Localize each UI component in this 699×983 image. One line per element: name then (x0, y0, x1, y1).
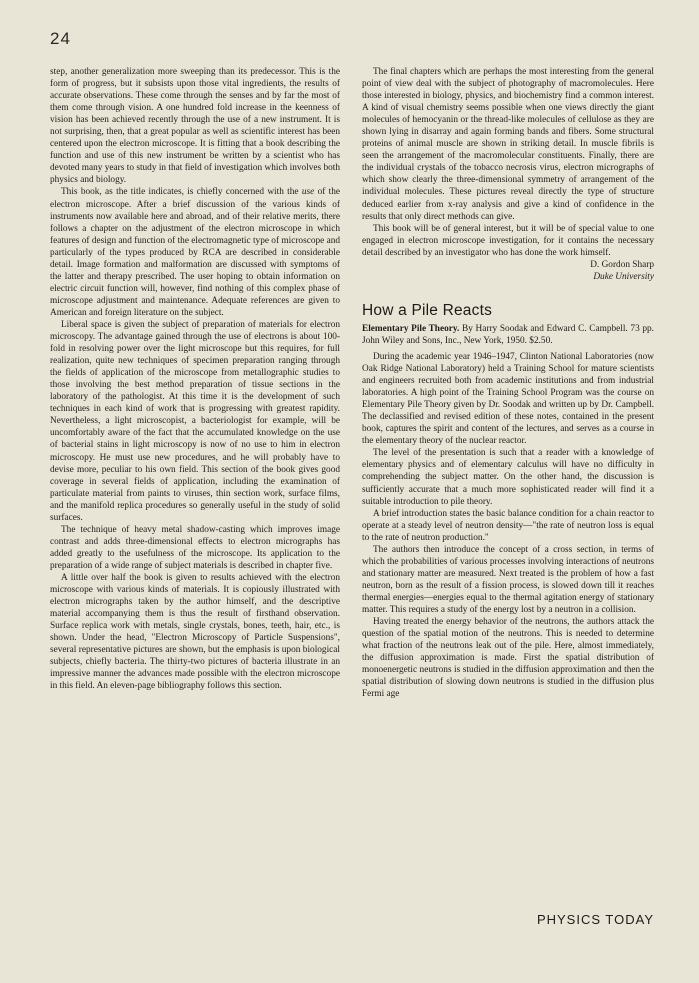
journal-footer: PHYSICS TODAY (536, 912, 654, 927)
paragraph: A brief introduction states the basic balance condition for a chain reactor to operate at a steady level of neutron density—"the rate of neutron loss is equal to the rate of neutron production." (362, 508, 654, 543)
paragraph: The final chapters which are perhaps the most interesting from the general point of view deal with the subject of photography of macromolecules. Here those interested in biology, physics, and biochemistry find a common interest. A kind of visual chemistry seems possible when one views directly the giant molecules of hemocyanin or the thread-like molecules of cellulose as they are shown lying in disarray and again forming bands and fibers. Some structural proteins of animal muscle are shown in striking detail. In muscle fibrils is seen the arrangement of the macromolecular constituents. Finally, there are the individual crystals of the tobacco necrosis virus, electron micrographs of which show clearly the three-dimensional symmetry of arrangement of the individual molecules. These pictures reveal directly the type of structure deduced earlier from x-ray analysis and give a kind of confidence in the results that only direct methods can give. (362, 67, 654, 222)
paragraph: step, another generalization more sweeping than its predecessor. This is the form of progress, but it subsists upon those vital ingredients, the results of accurate observations. These come through the senses and by far the most of them come through vision. A one hundred fold increase in the keenness of vision has been achieved recently through the use of a new instrument. It is not surprising, then, that a great popular as well as scientific interest has been centered upon the electron microscope. It is fitting that a book describing the function and use of this new instrument be written by a scientist who has devoted many years to study in that field of investigation which involves both physics and biology. (50, 67, 340, 186)
paragraph: Having treated the energy behavior of the neutrons, the authors attack the question of the spatial motion of the neutrons. This is needed to determine what fraction of the neutrons leak out of the pile. Here, almost immediately, the diffusion approximation is made. First the spatial distribution of monoenergetic neutrons is studied in the diffusion approximation and then the spatial distribution of slowing down neutrons is studied in the diffusion plus Fermi age (362, 617, 654, 700)
emphasis-text: use (301, 187, 315, 198)
text-run: This book, as the title indicates, is chiefly concerned with the (61, 187, 302, 198)
page-number: 24 (50, 29, 71, 48)
paragraph: The authors then introduce the concept of a cross section, in terms of which the probabilities of various processes involving interactions of neutrons and stationary matter are measured. Next treated is the problem of how a fast neutron, born as the result of a fission process, is slowed down till it reaches thermal energies—energies equal to the thermal agitation energy of stationary matter. This requires a study of the energy lost by a neutron in a collision. (362, 544, 654, 615)
right-column (362, 66, 654, 700)
book-details: By Harry Soodak and Edward C. Campbell. 73 pp. John Wiley and Sons, Inc., New York, 1950. $2.50. (362, 323, 655, 346)
book-title: Elementary Pile Theory. (362, 323, 460, 334)
paragraph: A little over half the book is given to results achieved with the electron microscope with various kinds of materials. It is copiously illustrated with electron micrographs taken by the author himself, and the descriptive material accompanying them is thus the result of firsthand observation. Surface replica work with metals, single crystals, bones, teeth, hair, etc., is shown. Under the head, "Electron Microscopy of Particle Suspensions", several representative pictures are shown, but the emphasis is upon biological subjects, chiefly bacteria. The thirty-two pictures of bacteria illustrate in an impressive manner the advances made possible with the electron microscope in this field. An eleven-page bibliography follows this section. (50, 572, 340, 692)
paragraph: This book will be of general interest, but it will be of special value to one engaged in electron microscope investigation, for it contains the necessary detail described by an investigator who has done the work himself. (362, 223, 654, 258)
reviewer-affiliation: Duke University (593, 271, 654, 282)
paragraph: During the academic year 1946–1947, Clinton National Laboratories (now Oak Ridge National Laboratory) held a Training School for mature scientists and engineers recruited both from academic institutions and from industrial laboratories. A high point of the Training School Program was the course on Elementary Pile Theory given by Dr. Soodak and written up by Dr. Campbell. The declassified and revised edition of these notes, contained in the present book, captures the spirit and content of the lectures, and serves as a course in the elementary theory of the nuclear reactor. (362, 351, 654, 447)
text-run: of the electron microscope. After a brief discussion of the various kinds of instruments now available here and abroad, and of their relative merits, there follows a chapter on the adjustment of the electron microscope in which features of design and function of the electromagnetic type of microscope and particularly of the types produced by RCA are described in considerable detail. Image formation and malformation are discussed with symptoms of the latter and therapy prescribed. The user hoping to obtain information on electric circuit function will, however, find nothing of this complex phase of microscope adjustment and maintenance. Adequate references are given to American and foreign literature on the subject. (50, 187, 340, 318)
paragraph: The level of the presentation is such that a reader with a knowledge of elementary physics and of elementary calculus will have no difficulty in comprehending the subject matter. On the other hand, the discussion is sufficiently accurate that a much more sophisticated reader will find it a suitable introduction to pile theory. (362, 448, 654, 507)
section-title: How a Pile Reacts (362, 301, 493, 319)
reviewer-name: D. Gordon Sharp (590, 259, 654, 270)
paragraph: Liberal space is given the subject of preparation of materials for electron microscopy. The advantage gained through the use of electrons is about 100-fold in resolving power over the light microscope but this requires, for full realization, quite new techniques of specimen preparation ranging through the fields of application of the microscope from metallographic studies to those involving the best method preparation of tissue sections in the laboratory of the pathologist. At this time it is the development of such techniques in each kind of work that is progressing with greatest rapidity. Nevertheless, a light microscopist, a bacteriologist for example, will be uncomfortably aware of the fact that the accumulated knowledge on the use of bacterial stains in light microscopy is now of no use to him in electron microscopy. He must use new procedures, and he will probably have to devise more, peculiar to his own field. This section of the book gives good coverage in several fields of application, including the examination of particulate material from paints to viruses, thin section work, surface films, and the manifold replica procedures so generally useful in the study of solid surfaces. (50, 319, 340, 523)
book-citation (362, 323, 654, 347)
paragraph (50, 186, 340, 319)
paragraph: The technique of heavy metal shadow-casting which improves image contrast and adds three-dimensional effects to electron micrographs has added greatly to the usefulness of the microscope. Its application to the preparation of a wide range of subject materials is described in chapter five. (50, 524, 340, 571)
left-column (50, 66, 340, 692)
